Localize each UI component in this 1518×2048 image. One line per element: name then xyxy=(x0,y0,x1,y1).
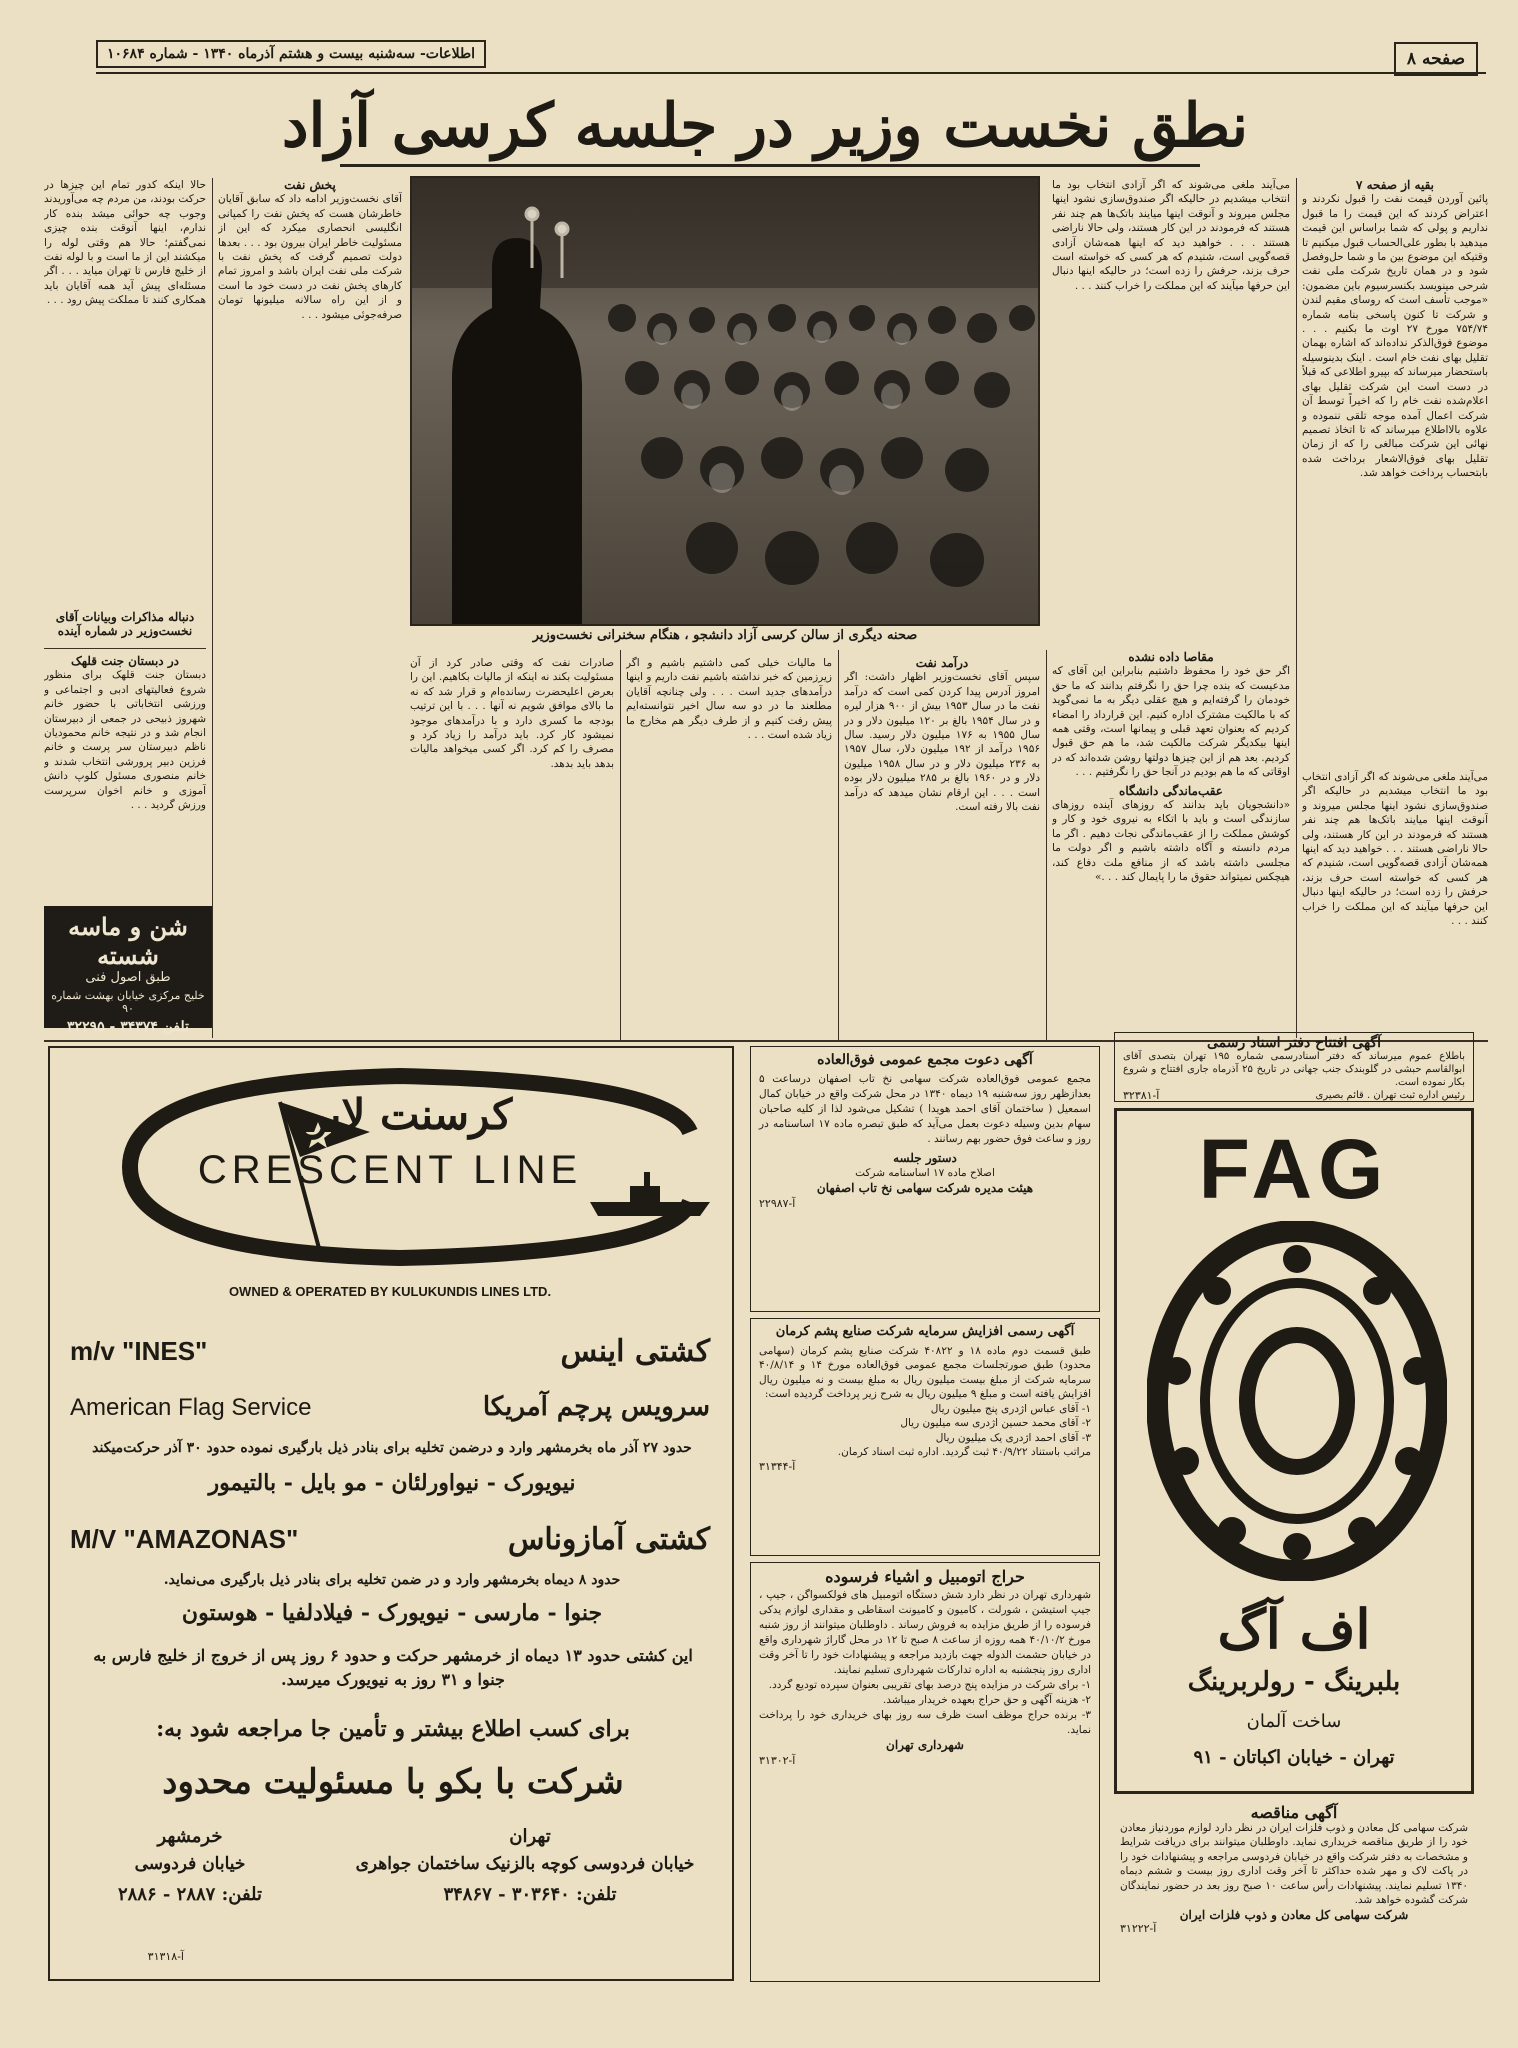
notice-body: باطلاع عموم میرساند که دفتر اسنادرسمی شماره ۱۹۵ تهران بتصدی آقای ابوالقاسم حبشی در گلوبندک جنب جهانی در تاریخ ۲۵ آذرماه جاری افتتاح و شروع بکار نموده است. xyxy=(1123,1051,1465,1088)
article-text: حالا اینکه کدور تمام این چیزها در حرکت بودند، من مردم چه می‌آوریدند وجوب چه حوائی میشد بنده کار ندارم، اینها آنوقت بنده چیزی نمی‌گفتم؛ حالا هم وقتی لوله را میکشند این از ما است و با لوله نفت از خلیج فارس تا تهران میاید . . . اگر مسئله‌ای پیش آید همه آقایان باید همکاری کنند تا مملکت پیش رود . . . xyxy=(44,179,206,307)
article-column-center-2 xyxy=(626,656,832,1036)
headline-underline xyxy=(340,164,1200,167)
section-subhead: در دبستان جنت قلهک xyxy=(71,654,179,668)
notice-signature: هیئت مدیره شرکت سهامی نخ تاب اصفهان xyxy=(816,1181,1034,1195)
article-column-left-top xyxy=(218,178,402,868)
fag-address: تهران - خیابان اکباتان - ۹۱ xyxy=(1193,1747,1395,1768)
article-column-center-3 xyxy=(410,656,614,1036)
notice-reference: آ-۳۱۳۴۴ xyxy=(759,1459,796,1473)
fag-brand-en: FAG xyxy=(1198,1122,1390,1216)
page-number-box: صفحه ۸ xyxy=(1394,42,1478,76)
auction-notice xyxy=(750,1562,1100,1982)
agenda-item: اصلاح ماده ۱۷ اساسنامه شرکت xyxy=(855,1167,995,1179)
article-text: می‌آیند ملغی می‌شوند که اگر آزادی انتخاب بود ما انتخاب میشدیم در حالیکه اگر صندوق‌سازی نشود اینها مجلس میروند و آنوقت اینها میایند باتک‌ها هم چند نفر هستند که فرمودند در این کار هستند، ولی حالا ناراضی هستند . . . خواهید دید که اینها همه‌شان آزادی قصه‌گویی است، شنیدم که هر کسی که خواسته است حرف بزند، حرفش را زده است؛ در حالیکه اینها دنبال این حرفها میآیند که این مملکت را خراب کنند . . . xyxy=(1052,179,1290,292)
crescent-owner: OWNED & OPERATED BY KULUKUNDIS LINES LTD. xyxy=(228,1284,552,1299)
tehran-office-phone: تلفن: ۳۰۳۶۴۰ - ۳۴۸۶۷ xyxy=(443,1884,617,1905)
article-column-mid-right-bottom xyxy=(1052,650,1290,1030)
article-text: سپس آقای نخست‌وزیر اظهار داشت: اگر امروز آدرس پیدا کردن کمی است که درآمد نفت ما در سال ۱۹۵۳ بیش از ۹۰۰ هزار لیره و در سال ۱۹۵۴ بالغ بر ۱۲۰ میلیون دلار و در سال ۱۹۵۵ به ۱۷۶ میلیون دلار رسید. سال ۱۹۵۶ درآمد از ۱۹۲ میلیون دلار، سال ۱۹۵۷ به ۲۳۶ میلیون دلار و در سال ۱۹۵۸ میلیون دلار و در ۱۹۶۰ بالغ بر ۲۸۵ میلیون دلار بوده است . . . این ارقام نشان میدهد که درآمد نفت بالا رفته است. xyxy=(844,671,1040,814)
notice-reference: آ-۳۱۳۰۲ xyxy=(759,1754,796,1767)
crescent-line-ad xyxy=(48,1046,734,1981)
sand-ad-subtitle: طبق اصول فنی xyxy=(85,970,171,985)
notice-title: آگهی رسمی افزایش سرمایه شرکت صنایع پشم کرمان xyxy=(775,1324,1075,1339)
fag-brand-fa: اف آگ xyxy=(1217,1597,1371,1661)
notice-footer: مراتب باستناد ۴۰/۹/۲۲ ثبت گردید. اداره ثبت اسناد کرمان. xyxy=(837,1446,1091,1458)
notice-signature: رئیس اداره ثبت تهران . قائم بصیری xyxy=(1315,1090,1465,1101)
continued-from-label: بقیه از صفحه ۷ xyxy=(1355,178,1435,192)
agenda-title: دستور جلسه xyxy=(893,1151,957,1165)
article-text: می‌آیند ملغی می‌شوند که اگر آزادی انتخاب بود ما انتخاب میشدیم در حالیکه اگر صندوق‌سازی نشود اینها مجلس میروند و آنوقت اینها میایند باتک‌ها هم چند نفر هستند که فرمودند در این کار هستند، ولی حالا ناراضی هستند . . . خواهید دید که اینها همه‌شان آزادی قصه‌گویی است، شنیدم که هر کسی که خواسته است حرف بزند، حرفش را زده است؛ در حالیکه اینها دنبال این حرفها میآیند که این مملکت را خراب کنند . . . xyxy=(1302,771,1488,928)
ship2-note: این کشتی حدود ۱۳ دیماه از خرمشهر حرکت و حدود ۶ روز پس از خروج از خلیج فارس به جنوا و ۳۱ روز به نیویورک میرسد. xyxy=(93,1646,693,1689)
continued-note: دنباله مذاکرات وبیانات آقای نخست‌وزیر در شماره آینده xyxy=(55,610,195,638)
tender-notice xyxy=(1114,1802,1474,1982)
agent-company: شرکت با بکو با مسئولیت محدود xyxy=(162,1762,624,1802)
notice-item: ۱- آقای عباس اژدری پنج میلیون ریال xyxy=(930,1402,1091,1415)
notice-body: شرکت سهامی کل معادن و ذوب فلزات ایران در نظر دارد لوازم موردنیاز معادن خود را از طریق مناقصه خریداری نماید. داوطلبان میتوانند برای دریافت شرایط و مشخصات به دفتر شرکت واقع در خیابان فردوسی مراجعه و پیشنهادات خود را در پاکت لاک و مهر شده حداکثر تا آخر وقت اداری روز بیست و ششم دیماه ۱۳۴۰ تسلیم نمایند. پیشنهادات رأس ساعت ۱۰ صبح روز بعد در حضور نمایندگان شرکت گشوده خواهد شد. xyxy=(1120,1821,1468,1906)
crescent-brand-fa: کرسنت لاین xyxy=(297,1090,513,1139)
notice-reference: آ-۲۲۹۸۷ xyxy=(759,1197,796,1210)
news-photo xyxy=(410,176,1040,626)
ship2-name-en: M/V "AMAZONAS" xyxy=(70,1524,299,1554)
ad-reference-number: آ-۳۱۳۱۸ xyxy=(147,1950,184,1963)
section-subhead: عقب‌ماندگی دانشگاه xyxy=(1119,783,1223,798)
sand-ad-address: خلیج مرکزی خیابان بهشت شماره ۹۰ xyxy=(51,989,205,1015)
ship2-ports: جنوا - مارسی - نیویورک - فیلادلفیا - هوستون xyxy=(181,1600,603,1626)
photo-caption: صحنه دیگری از سالن کرسی آزاد دانشجو ، هنگام سخنرانی نخست‌وزیر xyxy=(532,628,918,643)
section-divider xyxy=(44,648,206,649)
article-text: دبستان جنت قلهک برای منظور شروع فعالیتهای ادبی و اجتماعی و ورزشی انتخاباتی با حضور خانم شهروز ذبیحی در جمعی از دبیرستان انجام شد و در نتیجه خانم محمودیان ناظم دبیرستان سر پرست و خانم فرزین دبیر پرورشی انتخاب شدند و خانم منصوری مسئول کلوپ دانش آموزی و خانم اخوان سرپرست ورزش گردید . . . xyxy=(44,669,206,812)
tehran-office-address: خیابان فردوسی کوچه بالزنیک ساختمان جواهری xyxy=(355,1854,695,1874)
lecture-hall-photo xyxy=(412,178,1038,624)
dateline-box: اطلاعات- سه‌شنبه بیست و هشتم آذرماه ۱۳۴۰ - شماره ۱۰۶۸۴ xyxy=(96,40,486,68)
khorramshahr-office-address: خیابان فردوسی xyxy=(134,1854,246,1874)
contact-intro: برای کسب اطلاع بیشتر و تأمین جا مراجعه شود به: xyxy=(156,1716,630,1742)
notice-title: آگهی دعوت مجمع عمومی فوق‌العاده xyxy=(817,1052,1033,1068)
notice-condition: ۱- برای شرکت در مزایده پنج درصد بهای تقریبی بعنوان سپرده تودیع گردد. xyxy=(768,1679,1091,1691)
notice-condition: ۳- برنده حراج موظف است ظرف سه روز بهای خریداری خود را پرداخت نماید. xyxy=(759,1709,1091,1736)
article-column-right-top xyxy=(1302,178,1488,768)
column-rule xyxy=(1046,650,1047,1040)
fag-bearing-ad xyxy=(1114,1108,1474,1794)
main-headline: نطق نخست وزیر در جلسه کرسی آزاد xyxy=(281,91,1249,161)
article-column-far-left-top xyxy=(44,178,206,608)
khorramshahr-office-city: خرمشهر xyxy=(157,1826,223,1847)
ship1-ports: نیویورک - نیواورلئان - مو بایل - بالتیمور xyxy=(208,1470,576,1496)
sand-ad-phone: تلفن ۳۴۳۷۴ - ۳۲۲۹۵ xyxy=(67,1019,189,1035)
sand-ad xyxy=(44,906,212,1035)
khorramshahr-office-phone: تلفن: ۲۸۸۷ - ۲۸۸۶ xyxy=(117,1884,263,1905)
column-rule xyxy=(838,650,839,1040)
notice-reference: آ-۳۲۳۸۱ xyxy=(1123,1089,1160,1102)
column-rule xyxy=(212,178,213,1038)
notice-reference: آ-۳۱۲۲۲ xyxy=(1120,1922,1157,1935)
notice-body: مجمع عمومی فوق‌العاده شرکت سهامی نخ تاب اصفهان درساعت ۵ بعدازظهر روز سه‌شنبه ۱۹ دیماه ۱۳۴۰ در محل شرکت واقع در خیابان کمال اسمعیل ( ساختمان آقای احمد هویدا ) تشکیل می‌شود لذا از کلیه صاحبان سهام بدین وسیله دعوت بعمل می‌آید که طبق تبصره ماده ۱۷ اساسنامه در روز و ساعت فوق حضور بهم رسانند . xyxy=(759,1073,1091,1145)
sand-ad-title: شن و ماسه شسته xyxy=(68,912,188,970)
notice-item: ۳- آقای احمد اژدری یک میلیون ریال xyxy=(935,1431,1091,1444)
notice-item: ۲- آقای محمد حسین اژدری سه میلیون ریال xyxy=(900,1417,1091,1429)
column-rule xyxy=(1296,178,1297,1038)
fag-tagline: بلبرینگ - رولربرینگ xyxy=(1187,1667,1401,1697)
section-subhead: مقاصا داده نشده xyxy=(1128,650,1214,664)
masthead-rule xyxy=(96,72,1486,74)
section-subhead: پخش نفت xyxy=(284,178,336,192)
article-text: ما مالیات خیلی کمی داشتیم باشیم و اگر زیرزمین که خبر نداشته باشیم نفت داریم و اینها درآمدهای جدید است . . . ولی چنانچه آقایان مطلعند ما در دو سه سال اخیر نتوانسته‌ایم پیش رفت کنیم و از طرف دیگر هم مخارج ما زیاد شده است . . . xyxy=(626,657,832,742)
tehran-office-city: تهران xyxy=(509,1826,551,1847)
notice-signature: شرکت سهامی کل معادن و ذوب فلزات ایران xyxy=(1179,1907,1409,1922)
ship1-description: حدود ۲۷ آذر ماه بخرمشهر وارد و درضمن تخلیه برای بنادر ذیل بارگیری نموده حدود ۳۰ آذر حرکت‌میکند xyxy=(92,1440,692,1456)
ship2-description: حدود ۸ دیماه بخرمشهر وارد و در ضمن تخلیه برای بنادر ذیل بارگیری می‌نماید. xyxy=(163,1572,621,1588)
ship1-name-fa: کشتی اینس xyxy=(560,1334,710,1369)
notary-office-notice xyxy=(1114,1032,1474,1102)
notice-body: طبق قسمت دوم ماده ۱۸ و ۴۰۸۲۲ شرکت صنایع پشم کرمان (سهامی محدود) طبق صورتجلسات مجمع عمومی فوق‌العاده مورخ ۱۴ و ۴۰/۸/۱۴ سرمایه شرکت از مبلغ بیست میلیون ریال به مبلغ بیست و نه میلیون ریال افزایش یافته است و مبلغ ۹ میلیون ریال به شرح زیر پرداخت گردیده است: xyxy=(759,1344,1092,1400)
article-text: اگر حق خود را محفوظ داشتیم بنابراین این آقای که مدعیست که بنده چرا حق را نگرفتم بدانند که ما حق خودمان را گرفته‌ایم و هیچ عقلی دیگر به ما نمی‌گوید که با مالکیت مشترک اداره کنیم. این قرارداد را امضاء کردیم که بعنوان تعهد قبلی و پیمانها است، وقتی همه اینها بیکدیگر شرکت مالکیت شد، ما هم حق قبول کردیم. بعد هم از این چیزها دولتها روشن شده‌اند که در اوقاتی که ما هم بودیم در آنجا حق را نگرفتیم . . . xyxy=(1052,665,1290,779)
article-column-far-left-mid xyxy=(44,654,206,904)
notice-signature: شهرداری تهران xyxy=(886,1738,964,1752)
notice-title: آگهی مناقصه xyxy=(1250,1803,1338,1822)
bearing-icon xyxy=(1147,1221,1447,1581)
article-column-right-bottom xyxy=(1302,770,1488,1030)
notice-condition: ۲- هزینه آگهی و حق حراج بعهده خریدار میباشد. xyxy=(882,1694,1091,1706)
kerman-capital-notice xyxy=(750,1318,1100,1556)
notice-body: شهرداری تهران در نظر دارد شش دستگاه اتومبیل های فولکسواگن ، جیپ ، جیپ استیشن ، شورلت ، کامیون و کامیونت اسقاطی و مقداری لوازم یدکی فرسوده را از طریق مزایده به فروش رساند . داوطلبان میتوانند از روز شنبه مورخ ۴۰/۱۰/۲ همه روزه از ساعت ۸ صبح تا ۱۲ در محل گاراژ شهرداری واقع در خیابان حشمت الدوله جهت بازدید مراجعه و پیشنهادات خود را تا آخر وقت اداری روز پنجشنبه به اداره تدارکات شهرداری تسلیم نمایند. xyxy=(759,1589,1091,1676)
notice-title: حراج اتومبیل و اشیاء فرسوده xyxy=(825,1567,1025,1586)
article-text: صادرات نفت که وقتی صادر کرد از آن مسئولیت بکند نه اینکه از مالیات بکاهیم. این را بعرض اعلیحضرت رسانده‌ام و قرار شد که نه ما بالای موافق شویم نه آنها . . . با این ترتیب بودجه ما کسری دارد و با درآمدهای موجود نمیشود کار کرد. باید درآمد را زیاد کرد و مصرف را کم کرد. اگر کسی میخواهد مالیات بدهد باید بدهد. xyxy=(410,657,614,770)
column-rule xyxy=(620,650,621,1040)
section-subhead: درآمد نفت xyxy=(915,656,969,670)
article-column-mid-right-top xyxy=(1052,178,1290,638)
fag-origin: ساخت آلمان xyxy=(1246,1711,1342,1732)
article-column-center-1 xyxy=(844,656,1040,1036)
service-en: American Flag Service xyxy=(70,1394,312,1421)
article-text: پائین آوردن قیمت نفت را قبول نکردند و اعتراض کردند که این قیمت را ما قبول نداریم و پولی که شما براساس این قیمت میدهید با بطور علی‌الحساب قبول میکنیم تا وقتیکه این موضوع بین ما و شما حل‌وفصل شود و در همان تاریخ شرکت ملی نفت شرحی مینویسد بکنسرسیوم باین مضمون: «موجب تأسف است که روسای مقیم لندن و شرکت تا کنون پاسخی بنامه شماره ۷۵۴/۷۴ مورخ ۲۷ اوت ما بکنیم . . . موضوع فوق‌الذکر نداده‌اند که اشاره بهمان تقلیل بهای نفت خام است . اینک بدینوسیله باستحضار میرساند که بپیرو اطلاعی که قبلاً در دست است این شرکت تقلیل بهای اعلام‌شده نفت خام را که اخیراً توسط آن شرکت اعمال آمده موجه تلقی ننموده و علاوه بالااطلاع میرساند که تا اتخاذ تصمیم نهائی این شرکت مبالغی را که از زمان تقلیل بهای فوق‌الاشعار برداخت شده بابتحساب پرداخت خواهد شد. xyxy=(1302,193,1488,480)
isfahan-meeting-notice xyxy=(750,1046,1100,1312)
article-text: «دانشجویان باید بدانند که روزهای آینده روزهای سازندگی است و باید با اتکاء به نیروی خود و کار و کوشش مملکت را از عقب‌ماندگی نجات دهیم . اگر ما مردم دانسته و آگاه داشته باشیم و اگر دولت ما مجلسی داشته باشد که از منافع ملت دفاع کند، هیچکس نمیتواند حقوق ما را پایمال کند . . .» xyxy=(1052,799,1290,884)
ship2-name-fa: کشتی آمازوناس xyxy=(507,1522,710,1557)
article-text: آقای نخست‌وزیر ادامه داد که سابق آقایان خاطرشان هست که پخش نفت را کمپانی انگلیسی انحصاری میکرد که این از مسئولیت خاطر ایران بیرون بود . . . بعدها دولت تصمیم گرفت که پخش نفت با شرکت ملی نفت ایران باشد و امروز تمام کارهای پخش نفت در دست خود ما است و از این راه سالانه میلیونها تومان صرفه‌جوئی میشود . . . xyxy=(218,193,402,321)
crescent-brand-en: CRESCENT LINE xyxy=(197,1148,583,1192)
notice-title: آگهی افتتاح دفتر اسناد رسمی xyxy=(1207,1035,1381,1051)
service-fa: سرویس پرچم آمریکا xyxy=(482,1392,710,1422)
ship1-name-en: m/v "INES" xyxy=(70,1336,208,1366)
